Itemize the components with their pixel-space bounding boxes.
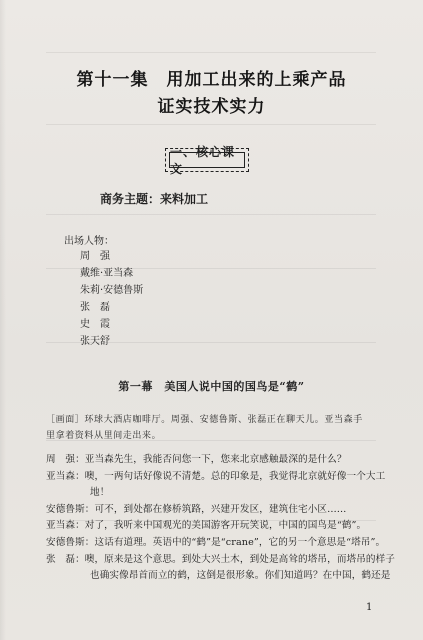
cast-member: 史 霞: [80, 319, 110, 330]
speaker: 亚当森：: [46, 470, 85, 482]
cast-member: 戴维·亚当森: [80, 268, 134, 279]
dialogue-line: [46, 535, 396, 552]
scene-line: ［画面］环球大酒店咖啡厅。周强、安德鲁斯、张磊正在聊天儿。亚当森手: [46, 415, 363, 425]
speaker: 安德鲁斯：: [46, 503, 95, 515]
section-heading-box: [165, 145, 249, 176]
dialogue-line: [46, 502, 396, 519]
speaker: 亚当森：: [46, 520, 85, 532]
chapter-title-line-2: 证实技术实力: [157, 97, 266, 117]
line-text: 噢，一两句话好像说不清楚。总的印象是，我觉得北京就好像一个大工: [84, 470, 386, 482]
bleed-through-line: [46, 214, 376, 215]
scene-line: 里拿着资料从里间走出来。: [46, 431, 162, 441]
section-heading: 一、核心课文: [169, 152, 245, 168]
dialogue-line: [46, 469, 396, 486]
line-text: 亚当森先生，我能否问您一下，您来北京感触最深的是什么？: [84, 454, 347, 465]
dialogue-line: [46, 518, 396, 535]
dialogue-line: [46, 452, 396, 469]
dialogue-line: [46, 568, 396, 585]
bleed-through-line: [46, 124, 376, 125]
line-text: 可不，到处都在修桥筑路，兴建开发区，建筑住宅小区……: [94, 503, 347, 515]
dialogue: [46, 452, 396, 585]
business-theme: 商务主题：来料加工: [100, 192, 209, 206]
cast-member: 张天舒: [80, 336, 110, 347]
line-text: 噢，原来是这个意思。到处大兴土木，到处是高耸的塔吊，而塔吊的样子: [84, 553, 395, 565]
scene-description: [46, 412, 386, 444]
line-text: 地！: [90, 487, 110, 499]
speaker: 安德鲁斯：: [46, 536, 95, 548]
bleed-through-line: [46, 52, 376, 53]
cast-member: 朱莉·安德鲁斯: [80, 285, 144, 296]
line-text: 这话有道理。英语中的“鹤”是“crane”，它的另一个意思是“塔吊”。: [94, 536, 386, 548]
line-text: 对了，我听来中国观光的美国游客开玩笑说，中国的国鸟是“鹤”。: [84, 520, 367, 532]
dialogue-line: [46, 552, 396, 569]
cast-heading: 出场人物：: [64, 236, 114, 247]
act-title: 第一幕 美国人说中国的国鸟是“鹤”: [118, 380, 305, 393]
cast-list: [80, 248, 143, 350]
dialogue-line: [46, 485, 396, 502]
cast-member: 周 强: [80, 251, 110, 262]
speaker: 张 磊：: [46, 553, 85, 565]
speaker: 周 强：: [46, 454, 85, 465]
chapter-title-line-1: 第十一集 用加工出来的上乘产品: [76, 70, 347, 90]
page-number: 1: [366, 602, 373, 613]
line-text: 也确实像昂首而立的鹤，这倒是很形象。你们知道吗？在中国，鹤还是: [90, 570, 391, 582]
cast-member: 张 磊: [80, 302, 110, 313]
